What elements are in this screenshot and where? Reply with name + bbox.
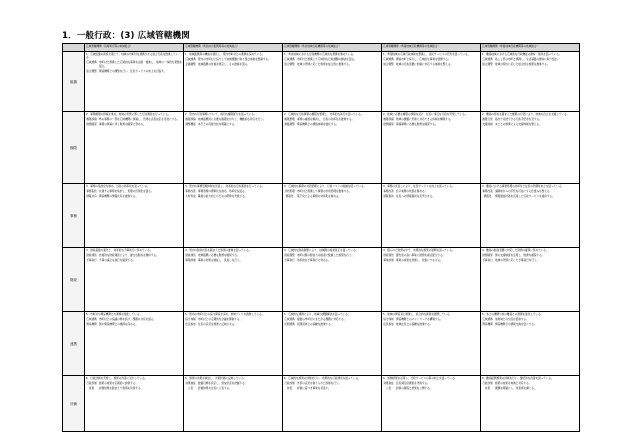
table-cell: [85, 184, 184, 248]
subitem-text: 市町村と連携して事務の共同処理を推進する。: [297, 190, 352, 194]
subitem-text: 計画的な財政運営により、健全な財政を維持する。: [99, 254, 159, 258]
subitem-tag: 行政評価: [86, 382, 97, 386]
subitem-text: 事業の効果を検証し、見直しを行う。: [198, 259, 243, 263]
table-cell: [382, 312, 481, 376]
subitem-text: 事務の重複を解消し、行政の効率化を推進する。: [297, 118, 355, 122]
subitem-tag: 連絡調整: [284, 123, 295, 127]
subitem-text: 国や関係機関との連携を深める。: [99, 323, 138, 327]
subitem-text: 事務処理の標準化を進め、効率化を図る。: [198, 190, 248, 194]
subitem-text: 管内の市町村と協力して地域課題に取り組む体制を整備する。: [198, 58, 271, 62]
cell-subitem: [482, 58, 578, 61]
table-cell: [382, 52, 481, 112]
cell-heading: 4．限られた財源の中で、効果的な施策の展開を図っている。: [383, 249, 455, 252]
cell-subitem: [482, 387, 578, 390]
cell-heading: 3．管内の事務処理体制を見直し、効率的な行政運営を行っている。: [185, 185, 265, 188]
subitem-tag: 広域連携: [86, 61, 97, 65]
cell-subitem: [185, 63, 281, 66]
cell-subitem: [383, 118, 479, 121]
subitem-tag: 情報化: [483, 195, 492, 199]
subitem-text: 住民の意見を施策に反映させる。: [198, 323, 237, 327]
subitem-text: 他地域との交流を促進する。: [495, 318, 529, 322]
cell-heading: 5．管内の市町村との協力関係を深め、地域づくりを推進している。: [185, 313, 265, 316]
table-cell: [481, 312, 580, 376]
cell-subitem: [482, 118, 578, 121]
subitem-text: 外部の意見を取り入れた評価を行う。: [297, 382, 342, 386]
subitem-tag: 財源確保: [383, 123, 394, 127]
subitem-text: 優先度の高い事業に財源を重点配分する。: [396, 254, 446, 258]
table-cell: [283, 376, 382, 432]
cell-heading: 2．広域的な行政事務の権限を整理し、効率的な執行を図っている。: [284, 113, 364, 116]
column-header: 広域管轄機関（県央地域行政機関等の地域総合）: [283, 44, 382, 52]
row-category: 連携: [63, 312, 85, 376]
cell-subitem: [86, 195, 182, 198]
subitem-tag: 広域連携: [383, 58, 394, 62]
subitem-text: 地域振興局に必要な権限を付与し、機動的な対応を行う。: [198, 118, 266, 122]
subitem-tag: 事務改善: [185, 190, 196, 194]
regional-agency-table: [62, 43, 580, 432]
cell-subitem: [86, 254, 182, 257]
table-cell: [85, 376, 184, 432]
cell-subitem: [482, 318, 578, 321]
cell-subitem: [383, 195, 479, 198]
subitem-tag: 予算執行: [86, 259, 97, 263]
subitem-text: 地域振興の計画を策定し、その推進を図る。: [198, 63, 250, 67]
subitem-tag: 情報共有: [86, 195, 97, 199]
subitem-text: 市町村との定期的な会議を開催する。: [198, 318, 243, 322]
subitem-tag: 総合調整: [284, 63, 295, 67]
table-cell: [481, 52, 580, 112]
row-category: 権限: [63, 112, 85, 184]
cell-subitem: [284, 318, 380, 321]
cell-heading: 1．県南地域の広域行政体制を整備し、住民サービスの充実を図っている。: [383, 53, 471, 56]
cell-subitem: [86, 382, 182, 385]
subitem-tag: 財政運営: [185, 254, 196, 258]
cell-subitem: [185, 118, 281, 121]
cell-heading: 3．離島における事務処理の効率化と住民の利便性向上を図っている。: [482, 185, 565, 188]
table-cell: [283, 184, 382, 248]
subitem-tag: 民間連携: [284, 323, 295, 327]
table-cell: [283, 248, 382, 312]
subitem-text: 関係機関との調整を行い、住民サービスの向上を目指す。: [99, 69, 167, 73]
subitem-tag: 広域連携: [284, 318, 295, 322]
cell-heading: 2．地域に必要な権限の移譲を受け、住民に身近な行政を実現している。: [383, 113, 468, 116]
table-cell: [382, 184, 481, 248]
cell-subitem: [185, 259, 281, 262]
cell-heading: 2．離島の特性を踏まえた権限の行使により、地域の自立を支援している。: [482, 113, 570, 116]
cell-subitem: [383, 387, 479, 390]
subitem-text: 関係機関との情報交換を密にする。: [495, 323, 537, 327]
cell-heading: 6．行政評価を実施し、施策の改善に活かしている。: [86, 377, 148, 380]
table-cell: [481, 184, 580, 248]
cell-subitem: [383, 63, 479, 66]
cell-heading: 5．本土の機関や他の離島との連携を強化している。: [482, 313, 544, 316]
table-row: [63, 312, 580, 376]
cell-subitem: [284, 382, 380, 385]
subitem-text: 情報通信技術を活用した行政サービスを提供する。: [495, 195, 555, 199]
subitem-tag: 共同処理: [284, 190, 295, 194]
cell-subitem: [383, 123, 479, 126]
cell-subitem: [284, 254, 380, 257]
column-header: 広域管轄機関（長崎県庁等の地域総合）: [85, 44, 184, 52]
table-cell: [382, 112, 481, 184]
subitem-text: 市町村との協議の場を設け、課題の共有を図る。: [99, 318, 156, 322]
subitem-text: 予算の適正な執行を確保する。: [99, 259, 136, 263]
cell-subitem: [383, 323, 479, 326]
table-cell: [184, 248, 283, 312]
subitem-tag: 行政評価: [284, 382, 295, 386]
subitem-text: 本庁との役割分担を明確にする。: [198, 123, 237, 127]
cell-subitem: [284, 259, 380, 262]
subitem-text: 島しょ部の市町と連携し、生活基盤の維持に取り組む。: [495, 58, 560, 62]
subitem-text: 県の事務の一部を広域機関に移譲し、迅速な意思決定を可能にする。: [99, 118, 180, 122]
subitem-tag: 改善: [286, 387, 293, 391]
cell-heading: 1．離島地域における広域的な行政機能の維持・強化を図っている。: [482, 53, 562, 56]
table-cell: [85, 52, 184, 112]
subitem-tag: 人材育成: [185, 195, 196, 199]
subitem-text: 本土との連携による支援体制を整える。: [495, 123, 542, 127]
subitem-text: 共通する事務を集約し、処理の迅速化を図る。: [99, 190, 154, 194]
subitem-tag: 行政評価: [482, 382, 493, 386]
cell-heading: 6．評価結果を活用し、行政サービスの質の向上を図っている。: [383, 377, 458, 380]
table-cell: [283, 52, 382, 112]
subitem-tag: 総合調整: [482, 63, 493, 67]
subitem-tag: 総合調整: [86, 69, 97, 73]
subitem-text: 遠隔地からの手続を可能にする仕組みを整える。: [495, 190, 553, 194]
cell-heading: 3．広域的な事務の共同処理により、行政コストの削減を図っている。: [284, 185, 367, 188]
table-row: [63, 52, 580, 112]
cell-heading: 4．広域的な財政調整により、地域間の格差是正を図っている。: [284, 249, 359, 252]
subitem-text: 民間団体との協働を推進する。: [297, 323, 334, 327]
cell-subitem: [185, 195, 281, 198]
subitem-tag: 事務改善: [482, 190, 493, 194]
cell-heading: 6．離島振興施策の評価を行い、継続的な改善を図っている。: [482, 377, 554, 380]
cell-subitem: [185, 123, 281, 126]
cell-subitem: [383, 58, 479, 61]
subitem-text: 職員の能力向上のための研修を実施する。: [198, 195, 248, 199]
table-cell: [184, 312, 283, 376]
cell-heading: 1．地域振興局の機能を強化し、管内市町村との連携を深めている。: [185, 53, 265, 56]
table-cell: [481, 376, 580, 432]
table-cell: [85, 112, 184, 184]
cell-subitem: [86, 387, 182, 390]
subitem-tag: 支援体制: [482, 123, 493, 127]
subitem-text: 効率的な予算執行に努める。: [297, 259, 331, 263]
cell-subitem: [383, 382, 479, 385]
cell-subitem: [284, 63, 380, 66]
table-header-row: [63, 44, 580, 52]
subitem-text: 市町村と連携して広域的な行政課題の解決を図る。: [297, 58, 357, 62]
cell-heading: 2．管内の行政事務について、適切な権限配分を図っている。: [185, 113, 257, 116]
cell-subitem: [284, 190, 380, 193]
cell-heading: 5．地域の関係者と連携し、総合的な施策を展開している。: [383, 313, 453, 316]
subitem-tag: 権限移譲: [86, 118, 97, 122]
table-cell: [481, 112, 580, 184]
cell-heading: 4．財政基盤の強化と、効率的な予算執行に努めている。: [86, 249, 153, 252]
cell-subitem: [86, 259, 182, 262]
cell-subitem: [482, 195, 578, 198]
row-category: 評価: [63, 376, 85, 432]
cell-subitem: [185, 254, 281, 257]
subitem-tag: 財政運営: [86, 254, 97, 258]
subitem-text: 島内で完結できる行政手続を拡充する。: [495, 118, 542, 122]
subitem-text: 電子化による事務の効率化を進める。: [297, 195, 342, 199]
subitem-tag: 総合調整: [383, 63, 394, 67]
subitem-text: 複数の市町村にまたがる課題に対応する。: [297, 318, 347, 322]
subitem-tag: 情報提供: [383, 195, 394, 199]
cell-heading: 4．管内の財政状況を踏まえた施策の推進を図っている。: [185, 249, 252, 252]
subitem-tag: 情報化: [285, 195, 294, 199]
subitem-text: 評価に基づき事業を見直す。: [297, 387, 331, 391]
table-cell: [85, 312, 184, 376]
subitem-tag: 住民参加: [383, 323, 394, 327]
table-cell: [481, 248, 580, 312]
cell-subitem: [86, 318, 182, 321]
cell-subitem: [482, 63, 578, 66]
table-cell: [184, 112, 283, 184]
subitem-text: 地域住民との協働を推進する。: [396, 323, 433, 327]
cell-heading: 6．施策の効果を検証し、次期計画に反映している。: [185, 377, 247, 380]
cell-subitem: [284, 323, 380, 326]
subitem-tag: 住民参加: [185, 323, 196, 327]
cell-subitem: [482, 259, 578, 262]
table-row: [63, 184, 580, 248]
subitem-text: 関係機関の情報共有を推進する。: [99, 195, 138, 199]
subitem-text: 事務の移譲に伴う財源の確保に努める。: [99, 123, 146, 127]
subitem-tag: 広域連携: [482, 318, 493, 322]
subitem-text: 評価の過程と結果を公開する。: [396, 387, 433, 391]
subitem-tag: 広域連携: [284, 58, 295, 62]
subitem-tag: 協力体制: [185, 318, 196, 322]
cell-subitem: [86, 70, 182, 73]
table-cell: [85, 248, 184, 312]
cell-subitem: [284, 387, 380, 390]
subitem-tag: 関係機関: [86, 323, 97, 327]
cell-subitem: [383, 259, 479, 262]
subitem-tag: 広域連携: [185, 58, 196, 62]
subitem-text: 住民満足度調査を実施する。: [396, 382, 430, 386]
subitem-text: 施策の成果を定期的に評価する。: [99, 382, 138, 386]
subitem-tag: 財政運営: [383, 254, 394, 258]
subitem-text: 課題を明確にし、改善策を講じる。: [495, 387, 537, 391]
subitem-text: 住民への情報提供を充実させる。: [396, 195, 435, 199]
subitem-text: 地域の行政需要に的確に対応する体制を整える。: [396, 63, 454, 67]
subitem-text: 地域の特性に応じた総合的な施策を推進する。: [495, 63, 550, 67]
cell-subitem: [284, 118, 380, 121]
cell-heading: 1．広域組織の新設を通じて、地域の市町村を連携させる総合行政を推進している。: [86, 53, 179, 60]
cell-heading: 5．広域的な連携により、地域の課題解決を図っている。: [284, 313, 351, 316]
subitem-tag: 調整機能: [185, 123, 196, 127]
cell-subitem: [383, 254, 479, 257]
cell-subitem: [284, 195, 380, 198]
subitem-tag: 協力体制: [383, 318, 394, 322]
subitem-tag: 事業評価: [185, 259, 196, 263]
subitem-tag: 予算執行: [284, 259, 295, 263]
table-cell: [283, 312, 382, 376]
subitem-text: 地域の実情に応じた予算執行を行う。: [495, 259, 540, 263]
subitem-text: 施策の成果を地域と共有する。: [495, 382, 532, 386]
column-header: 広域管轄機関（県南地域行政機関等の地域総合）: [382, 44, 481, 52]
cell-subitem: [185, 323, 281, 326]
subitem-text: 評価結果を踏まえて施策を改善する。: [99, 387, 144, 391]
subitem-tag: 財源確保: [86, 123, 97, 127]
subitem-text: 関係機関とのネットワークを構築する。: [396, 318, 443, 322]
subitem-tag: 改善: [88, 387, 95, 391]
cell-subitem: [482, 323, 578, 326]
subitem-text: 窓口業務の改善を進める。: [396, 190, 428, 194]
cell-heading: 5．市町村や関係機関との連携を強化している。: [86, 313, 143, 316]
subitem-tag: 公表: [187, 387, 194, 391]
subitem-text: 国の支援制度を活用し、財源を確保する。: [495, 254, 545, 258]
header-corner: [63, 44, 85, 52]
cell-heading: 2．事務権限の移譲を進め、地域の実情に即した行政運営を行っている。: [86, 113, 171, 116]
subitem-tag: 事業評価: [383, 259, 394, 263]
table-cell: [184, 52, 283, 112]
cell-subitem: [482, 190, 578, 193]
table-cell: [184, 184, 283, 248]
cell-subitem: [185, 382, 281, 385]
subitem-tag: 公表: [385, 387, 392, 391]
subitem-text: 地域振興に必要な財源を確保する。: [198, 254, 240, 258]
table-cell: [184, 376, 283, 432]
table-cell: [382, 248, 481, 312]
cell-subitem: [86, 61, 182, 67]
cell-subitem: [185, 190, 281, 193]
subitem-tag: 関係機関: [482, 323, 493, 327]
subitem-text: 地域の課題に迅速に対応できる体制を構築する。: [396, 118, 454, 122]
cell-subitem: [86, 123, 182, 126]
document-title: 1．一般行政：(3) 広域管轄機関: [62, 31, 190, 41]
cell-subitem: [284, 58, 380, 61]
cell-subitem: [383, 318, 479, 321]
cell-subitem: [185, 318, 281, 321]
subitem-text: 事業の成果を評価し、改善につなげる。: [396, 259, 443, 263]
subitem-text: 評価結果を住民に公表する。: [198, 387, 232, 391]
cell-subitem: [86, 323, 182, 326]
table-row: [63, 248, 580, 312]
cell-subitem: [185, 387, 281, 390]
subitem-tag: 権限移譲: [383, 118, 394, 122]
cell-subitem: [383, 190, 479, 193]
row-category: 組織: [63, 52, 85, 112]
cell-subitem: [482, 382, 578, 385]
subitem-text: 移譲事務に必要な財源を確保する。: [396, 123, 438, 127]
subitem-tag: 財源確保: [482, 254, 493, 258]
cell-subitem: [185, 58, 281, 61]
cell-subitem: [284, 123, 380, 126]
subitem-tag: 権限行使: [482, 118, 493, 122]
subitem-tag: 予算執行: [482, 259, 493, 263]
subitem-text: 地域の実情に応じた施策を総合的に推進する。: [297, 63, 352, 67]
subitem-tag: 改善: [484, 387, 491, 391]
subitem-tag: 財政調整: [284, 254, 295, 258]
row-category: 財政: [63, 248, 85, 312]
cell-subitem: [482, 254, 578, 257]
subitem-tag: 権限移譲: [185, 118, 196, 122]
cell-heading: 3．事務の集約化を進め、行政の効率化を図っている。: [86, 185, 150, 188]
subitem-tag: 事務改善: [383, 190, 394, 194]
subitem-tag: 事務集約: [86, 190, 97, 194]
table-row: [63, 376, 580, 432]
column-header: 広域管轄機関（県島地域行政機関等の地域総合）: [481, 44, 580, 52]
subitem-tag: 広域連携: [86, 318, 97, 322]
subitem-tag: 企画調整: [185, 63, 196, 67]
subitem-tag: 広域連携: [482, 58, 493, 62]
cell-heading: 6．広域的な施策の評価を行い、効果的な行政運営を図っている。: [284, 377, 361, 380]
cell-subitem: [482, 123, 578, 126]
subitem-tag: 権限整理: [284, 118, 295, 122]
subitem-text: 関係市町と協力し、広域的な事業を展開する。: [396, 58, 451, 62]
subitem-text: 市町村間の財政力の格差に配慮した施策を行う。: [297, 254, 355, 258]
subitem-text: 関係機関との連絡体制を強化する。: [297, 123, 339, 127]
cell-heading: 3．事務の見直しにより、住民サービスの向上を図っている。: [383, 185, 455, 188]
cell-heading: 4．離島の財政需要に対応した財源の確保に努めている。: [482, 249, 549, 252]
table-cell: [283, 112, 382, 184]
row-category: 事務: [63, 184, 85, 248]
cell-heading: 1．県央地域における行政機関の広域的な連携を進めている。: [284, 53, 356, 56]
column-header: 広域管轄機関（県北地方振興局等の地域総合）: [184, 44, 283, 52]
subitem-tag: 効果検証: [383, 382, 394, 386]
cell-subitem: [86, 118, 182, 121]
cell-subitem: [86, 190, 182, 193]
table-cell: [382, 376, 481, 432]
table-row: [63, 112, 580, 184]
subitem-text: 数値目標を設定し、達成状況を把握する。: [198, 382, 248, 386]
subitem-tag: 効果検証: [185, 382, 196, 386]
subitem-text: 市町村と連携した広域的な事業を企画・推進し、地域の一体的な発展を図る。: [99, 61, 182, 68]
